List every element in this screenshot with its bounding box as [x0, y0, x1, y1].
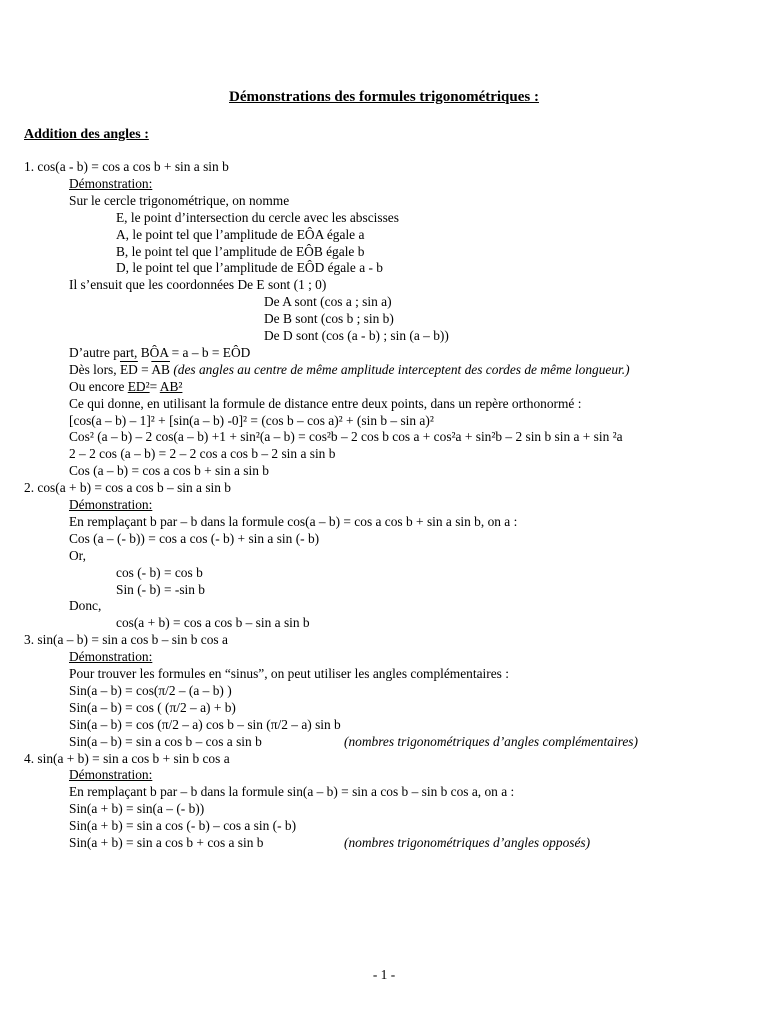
line-text: =	[149, 378, 160, 394]
line-text: Démonstration:	[69, 767, 153, 783]
text-line-l13	[69, 361, 630, 378]
text-line-l14	[69, 378, 182, 395]
line-text: [cos(a – b) – 1]² + [sin(a – b) -0]² = (cos b – cos a)² + (sin b – sin a)²	[69, 412, 434, 428]
line-text: B, le point tel que l’amplitude de EÔB égale b	[116, 243, 365, 259]
text-line-l15	[69, 395, 581, 412]
line-text: 1. cos(a - b) = cos a cos b + sin a sin b	[24, 159, 229, 174]
text-line-l21	[69, 496, 152, 513]
text-line-l02	[69, 175, 152, 192]
line-text: Dès lors,	[69, 361, 120, 377]
italic-note: (nombres trigonométriques d’angles opposés)	[344, 835, 591, 850]
line-text: Sin (- b) = -sin b	[116, 581, 206, 597]
line-text: Sin(a – b) = cos ( (π/2 – a) + b)	[69, 699, 236, 715]
page-number: - 1 -	[372, 967, 396, 982]
text-line-l08	[69, 276, 326, 293]
text-line-l25	[116, 564, 203, 581]
line-text: Cos (a – b) = cos a cos b + sin a sin b	[69, 463, 269, 479]
line-text: 2 – 2 cos (a – b) = 2 – 2 cos a cos b – 2 sin a sin b	[69, 446, 336, 462]
text-line-l27	[69, 597, 101, 614]
line-text: Or,	[69, 547, 86, 563]
text-line-l06	[116, 243, 364, 260]
text-line-l31	[69, 665, 509, 682]
segment-label: $\overline{ED}$	[119, 361, 138, 377]
text-line-l03	[69, 192, 289, 209]
text-line-l01	[24, 158, 229, 175]
text-line-l10	[264, 310, 394, 327]
text-line-l40	[69, 817, 296, 834]
line-text: D’autre part, BÔA = a – b = EÔD	[69, 344, 251, 360]
text-line-l23	[69, 530, 319, 547]
segment-label: ED²	[127, 378, 150, 394]
text-line-l05	[116, 226, 364, 243]
line-text: Sin(a – b) = sin a cos b – cos a sin b	[69, 733, 262, 749]
line-text: Pour trouver les formules en “sinus”, on peut utiliser les angles complémentaires :	[69, 666, 509, 681]
text-line-l38	[69, 783, 514, 800]
line-text: En remplaçant b par – b dans la formule sin(a – b) = sin a cos b – sin b cos a, on a :	[69, 784, 515, 800]
text-line-l04	[116, 209, 399, 226]
text-line-l09	[264, 293, 392, 310]
text-line-l34	[69, 716, 341, 733]
text-line-l24	[69, 547, 86, 564]
line-text: Donc,	[69, 598, 102, 614]
line-text: Cos (a – (- b)) = cos a cos (- b) + sin a sin (- b)	[69, 530, 320, 546]
text-line-l28	[116, 614, 310, 631]
text-line-l20	[24, 479, 231, 496]
text-line-l22	[69, 513, 517, 530]
line-text: Cos² (a – b) – 2 cos(a – b) +1 + sin²(a – b) = cos²b – 2 cos b cos a + cos²a + sin²b – 2 sin b sin a + sin ²a	[69, 429, 623, 445]
line-text: Ce qui donne, en utilisant la formule de distance entre deux points, dans un repère orthonormé :	[69, 395, 582, 411]
line-text: 4. sin(a + b) = sin a cos b + sin b cos a	[24, 750, 230, 766]
line-text: cos(a + b) = cos a cos b – sin a sin b	[116, 615, 310, 631]
line-text: Sin(a + b) = sin a cos b + cos a sin b	[69, 835, 264, 850]
line-text: =	[137, 361, 152, 377]
line-text: Sin(a – b) = cos(π/2 – (a – b) )	[69, 682, 232, 698]
line-text: Ou encore	[69, 378, 128, 394]
text-line-l33	[69, 699, 236, 716]
segment-label: $\overline{AB}$	[151, 361, 170, 377]
text-line-l18	[69, 445, 335, 462]
line-text: De B sont (cos b ; sin b)	[264, 311, 394, 327]
text-line-l39	[69, 800, 204, 817]
line-text: cos (- b) = cos b	[116, 564, 203, 580]
line-text: D, le point tel que l’amplitude de EÔD égale a - b	[116, 260, 383, 276]
text-line-l07	[116, 259, 383, 276]
text-line-l17	[69, 428, 623, 445]
line-text: En remplaçant b par – b dans la formule cos(a – b) = cos a cos b + sin a sin b, on a :	[69, 513, 518, 529]
text-line-l19	[69, 462, 269, 479]
line-text: Sin(a + b) = sin(a – (- b))	[69, 801, 205, 817]
italic-note: (des angles au centre de même amplitude interceptent des cordes de même longueur.)	[173, 361, 630, 377]
section-heading: Addition des angles :	[24, 127, 149, 142]
text-line-l26	[116, 581, 205, 598]
text-line-l37	[69, 766, 152, 783]
line-text: Démonstration:	[69, 175, 153, 191]
text-line-l11	[264, 327, 449, 344]
line-text: Démonstration:	[69, 649, 153, 665]
line-text: E, le point d’intersection du cercle avec les abscisses	[116, 209, 399, 225]
line-text: Sin(a – b) = cos (π/2 – a) cos b – sin (π/2 – a) sin b	[69, 716, 341, 732]
text-line-l29	[24, 631, 228, 648]
line-text: 2. cos(a + b) = cos a cos b – sin a sin b	[24, 480, 231, 496]
line-text: A, le point tel que l’amplitude de EÔA égale a	[116, 226, 365, 242]
segment-label: AB²	[159, 378, 183, 394]
line-text: Sin(a + b) = sin a cos (- b) – cos a sin (- b)	[69, 818, 297, 834]
text-line-l16	[69, 412, 434, 429]
text-line-l30	[69, 648, 152, 665]
text-line-l32	[69, 682, 232, 699]
line-text: 3. sin(a – b) = sin a cos b – sin b cos a	[24, 632, 228, 648]
document-title: Démonstrations des formules trigonométriques :	[229, 89, 539, 105]
line-text: Il s’ensuit que les coordonnées De E sont (1 ; 0)	[69, 277, 327, 293]
line-text: Sur le cercle trigonométrique, on nomme	[69, 192, 290, 208]
text-line-l12	[69, 344, 250, 361]
line-text: Démonstration:	[69, 497, 153, 512]
line-text: De D sont (cos (a - b) ; sin (a – b))	[264, 328, 449, 343]
text-line-l36	[24, 750, 230, 767]
line-text: De A sont (cos a ; sin a)	[264, 294, 392, 310]
italic-note: (nombres trigonométriques d’angles complémentaires)	[344, 733, 638, 749]
text-line-l41	[69, 834, 263, 851]
text-line-l35	[69, 733, 262, 750]
